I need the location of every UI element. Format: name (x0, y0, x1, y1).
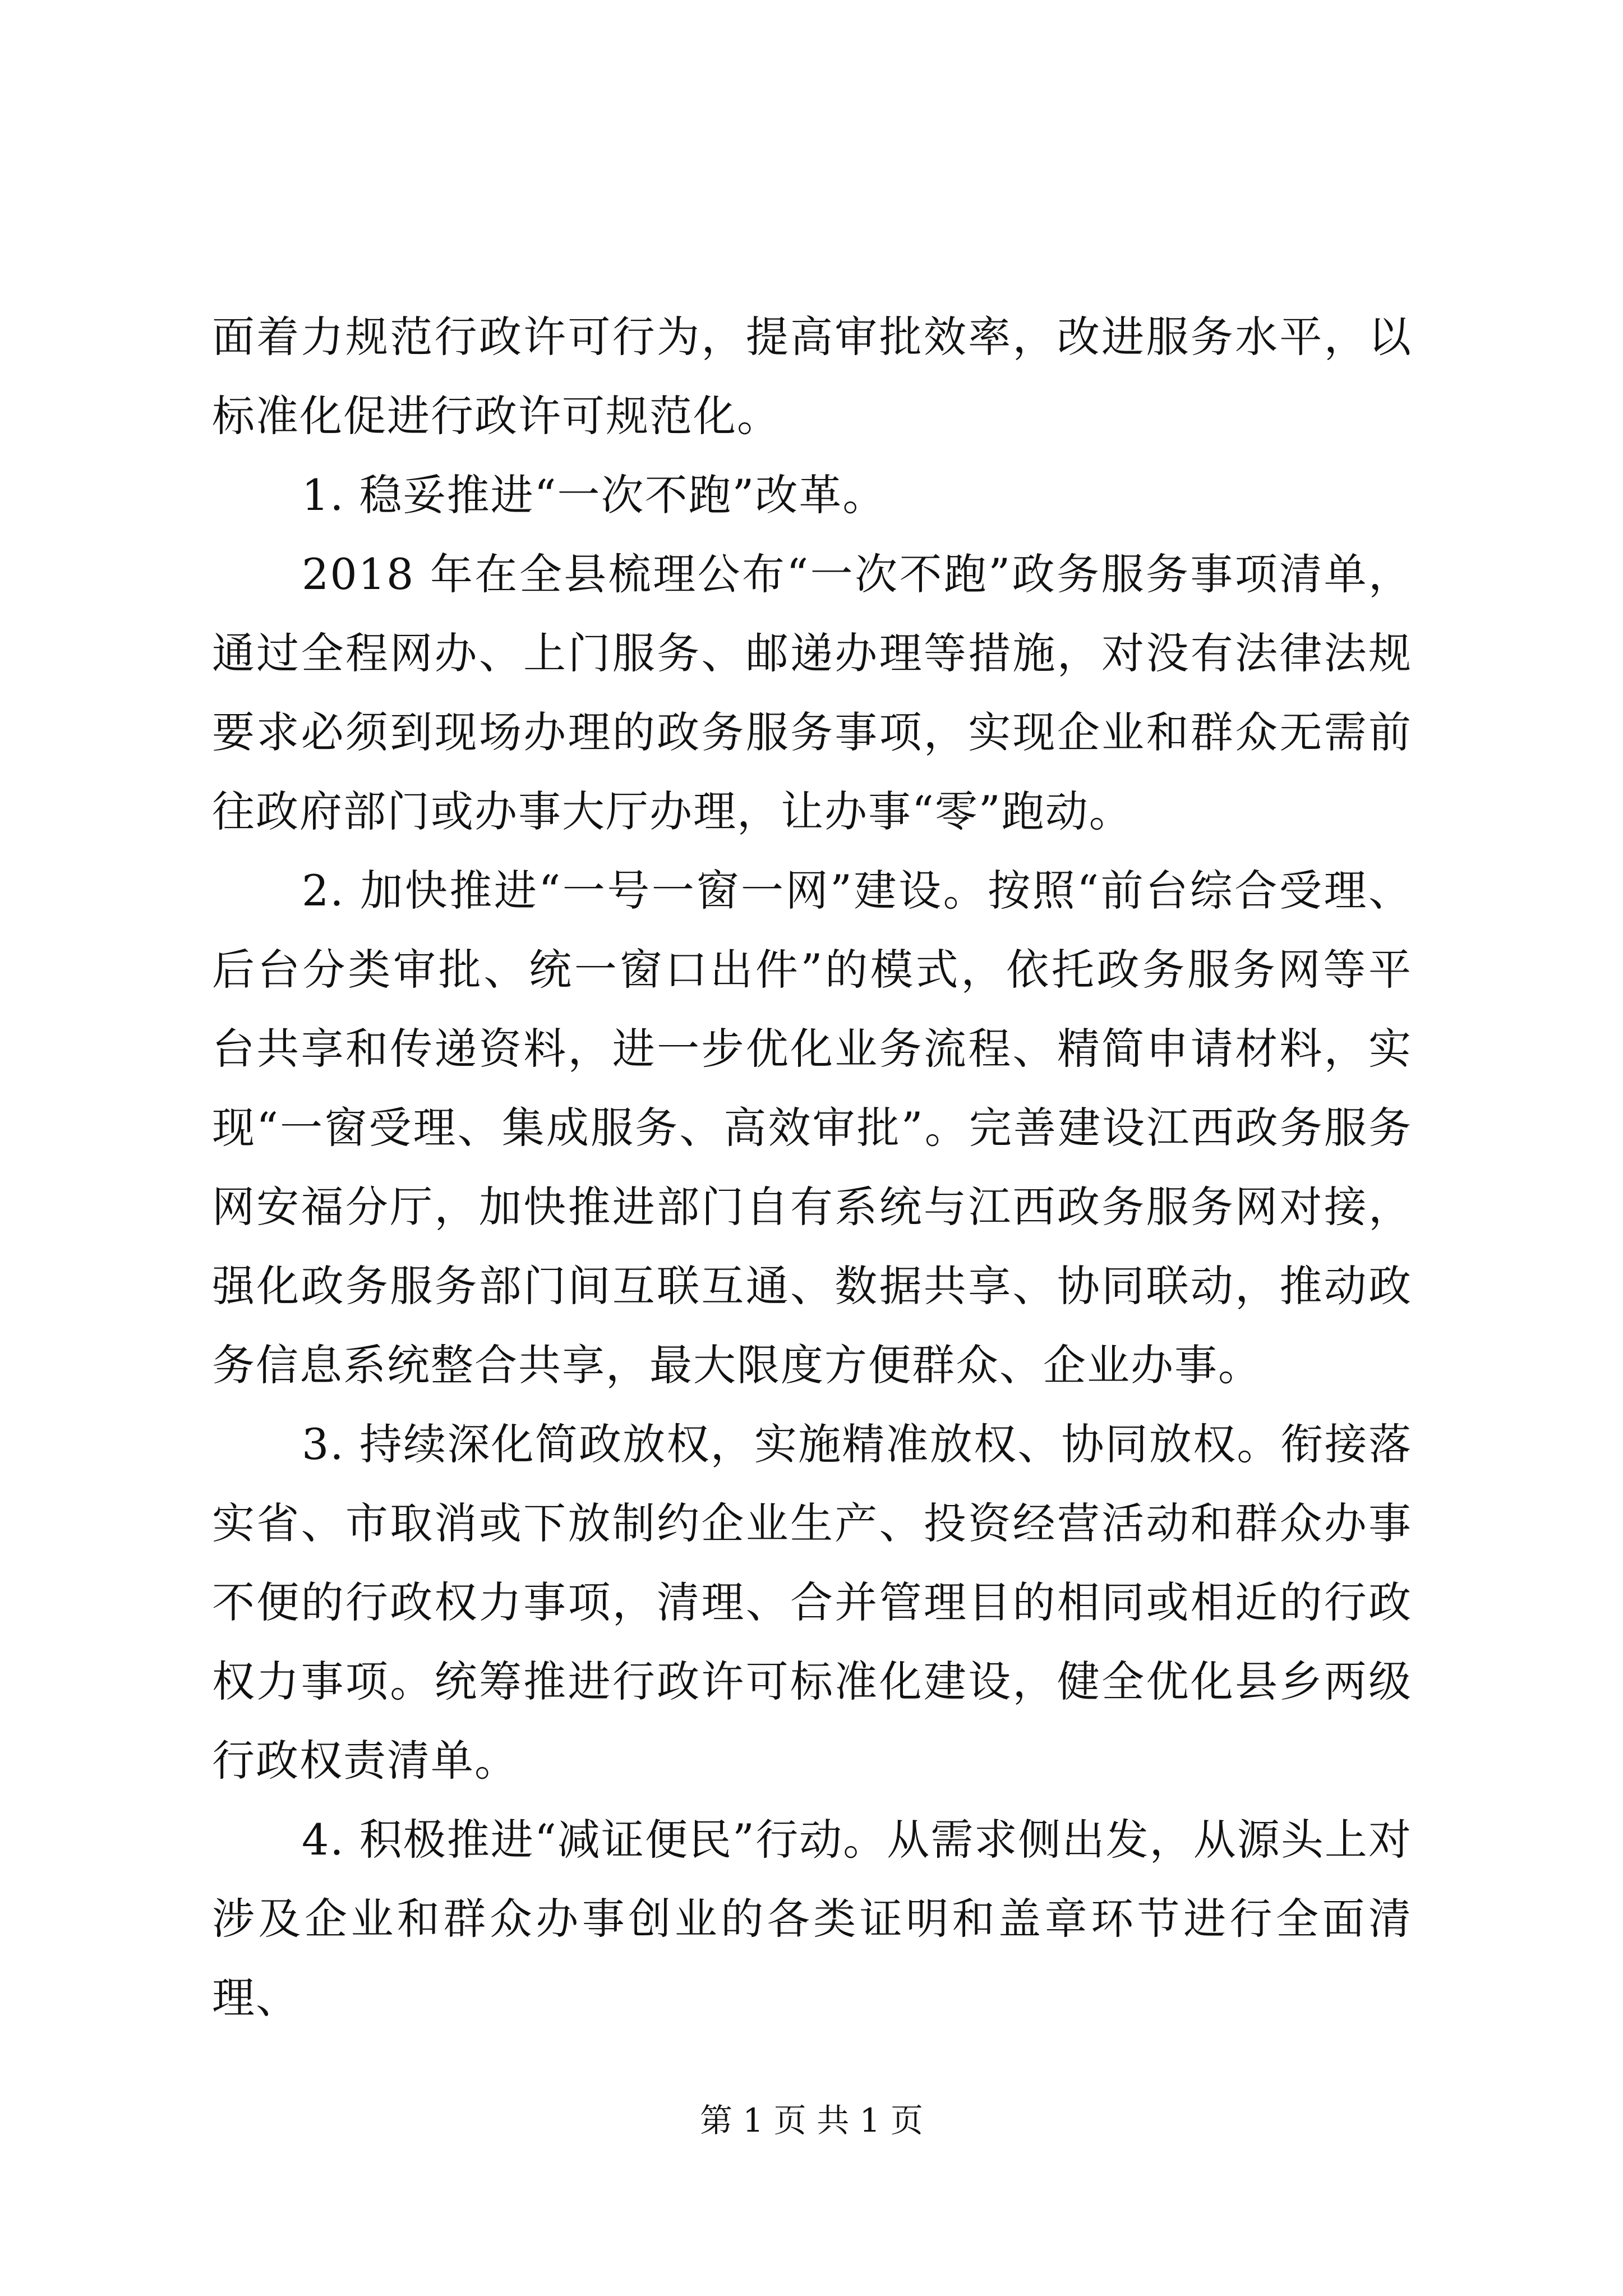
paragraph-item-4: 4. 积极推进“减证便民”行动。从需求侧出发，从源头上对涉及企业和群众办事创业的各类证明和盖章环节进行全面清理、 (212, 1815, 1412, 2023)
page-footer: 第 1 页 共 1 页 (700, 2101, 923, 2139)
document-body (212, 297, 1412, 2037)
paragraph-item-3: 3. 持续深化简政放权，实施精准放权、协同放权。衔接落实省、市取消或下放制约企业生产、投资经营活动和群众办事不便的行政权力事项，清理、合并管理目的相同或相近的行政权力事项。统筹推进行政许可标准化建设，健全优化县乡两级行政权责清单。 (212, 1419, 1412, 1786)
paragraph-item-1-heading: 1. 稳妥推进“一次不跑”改革。 (302, 470, 887, 520)
paragraph-item-2: 2. 加快推进“一号一窗一网”建设。按照“前台综合受理、后台分类审批、统一窗口出件”的模式，依托政务服务网等平台共享和传递资料，进一步优化业务流程、精简申请材料，实现“一窗受理、集成服务、高效审批”。完善建设江西政务服务网安福分厅，加快推进部门自有系统与江西政务服务网对接，强化政务服务部门间互联互通、数据共享、协同联动，推动政务信息系统整合共享，最大限度方便群众、企业办事。 (212, 866, 1412, 1390)
paragraph-continuation: 面着力规范行政许可行为，提高审批效率，改进服务水平，以标准化促进行政许可规范化。 (212, 312, 1412, 441)
paragraph-item-1-body: 2018 年在全县梳理公布“一次不跑”政务服务事项清单，通过全程网办、上门服务、邮递办理等措施，对没有法律法规要求必须到现场办理的政务服务事项，实现企业和群众无需前往政府部门或办事大厅办理，让办事“零”跑动。 (212, 549, 1412, 836)
